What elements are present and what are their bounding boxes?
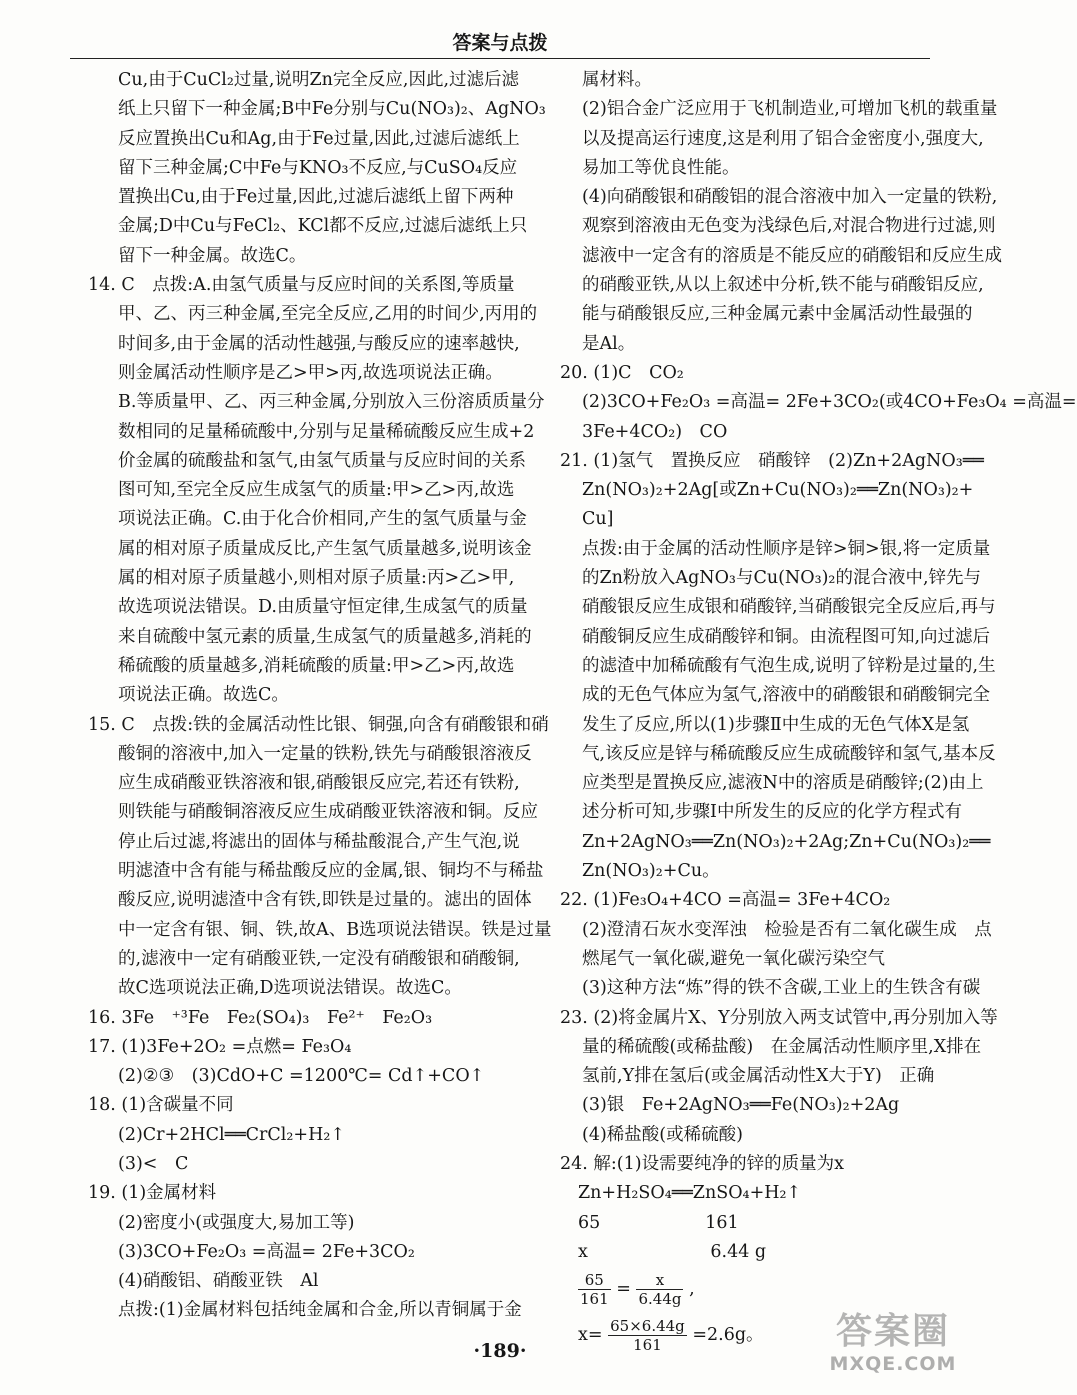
left-text-line: 14. C 点拨:A.由氢气质量与反应时间的关系图,等质量 xyxy=(88,275,515,296)
left-text-line: 18. (1)含碳量不同 xyxy=(88,1095,234,1116)
right-text-line: 20. (1)C CO₂ xyxy=(560,362,684,383)
left-text-line: 故C选项说法正确,D选项说法错误。故选C。 xyxy=(118,978,462,999)
page-number: ·189· xyxy=(473,1340,527,1362)
left-column xyxy=(88,66,552,1326)
left-text-line: (3)< C xyxy=(118,1153,189,1174)
fraction-denominator: 161 xyxy=(580,1290,609,1309)
left-text-line: B.等质量甲、乙、丙三种金属,分别放入三份溶质质量分 xyxy=(118,392,545,413)
right-text-line: 3Fe+4CO₂) CO xyxy=(582,421,728,442)
right-text-line: 滤液中一定含有的溶质是不能反应的硝酸铝和反应生成 xyxy=(582,245,1002,266)
left-text-line: 纸上只留下一种金属;B中Fe分别与Cu(NO₃)₂、AgNO₃ xyxy=(118,99,546,120)
left-text-line: 酸反应,说明滤渣中含有铁,即铁是过量的。滤出的固体 xyxy=(118,890,532,911)
left-text-line: 故选项说法错误。D.由质量守恒定律,生成氢气的质量 xyxy=(118,597,528,618)
right-text-line: 气,该反应是锌与稀硫酸反应生成硫酸锌和氢气,基本反 xyxy=(582,743,996,764)
left-text-line: 属的相对原子质量成反比,产生氢气质量越多,说明该金 xyxy=(118,538,532,559)
right-text-line: 是Al。 xyxy=(582,333,636,354)
left-text-line: 项说法正确。故选C。 xyxy=(118,685,289,706)
left-text-line: 图可知,至完全反应生成氢气的质量:甲>乙>丙,故选 xyxy=(118,480,515,501)
left-text-line: 酸铜的溶液中,加入一定量的铁粉,铁先与硝酸银溶液反 xyxy=(118,743,532,764)
right-text-line: 23. (2)将金属片X、Y分别放入两支试管中,再分别加入等 xyxy=(560,1007,998,1028)
comma: , xyxy=(689,1279,695,1300)
right-text-line: 的硝酸亚铁,从以上叙述中分析,铁不能与硝酸铝反应, xyxy=(582,275,984,296)
left-text-line: 的,滤液中一定有硝酸亚铁,一定没有硝酸银和硝酸铜, xyxy=(118,948,520,969)
right-text-line: 21. (1)氢气 置换反应 硝酸锌 (2)Zn+2AgNO₃══ xyxy=(560,450,984,471)
right-text-line: Cu] xyxy=(582,509,614,530)
result-value: =2.6g。 xyxy=(692,1325,764,1346)
left-text-line: 应生成硝酸亚铁溶液和银,硝酸银反应完,若还有铁粉, xyxy=(118,773,520,794)
right-text-line: Zn+H₂SO₄══ZnSO₄+H₂↑ xyxy=(578,1183,802,1204)
right-text-line: (3)这种方法“炼”得的铁不含碳,工业上的生铁含有碳 xyxy=(582,978,981,999)
right-text-line: (2)铝合金广泛应用于飞机制造业,可增加飞机的载重量 xyxy=(582,99,998,120)
right-text-line: 燃尾气一氧化碳,避免一氧化碳污染空气 xyxy=(582,948,886,969)
left-text-line: 价金属的硫酸盐和氢气,由氢气质量与反应时间的关系 xyxy=(118,450,527,471)
right-text-line: x 6.44 g xyxy=(578,1241,767,1262)
right-text-line: (4)向硝酸银和硝酸铝的混合溶液中加入一定量的铁粉, xyxy=(582,187,998,208)
left-text-line: 数相同的足量稀硫酸中,分别与足量稀硫酸反应生成+2 xyxy=(118,421,535,442)
header-title: 答案与点拨 xyxy=(452,32,548,54)
right-text-line: 能与硝酸银反应,三种金属元素中金属活动性最强的 xyxy=(582,304,973,325)
left-text-line: 则金属活动性顺序是乙>甲>丙,故选项说法正确。 xyxy=(118,362,503,383)
right-text-line: 应类型是置换反应,滤液N中的溶质是硝酸锌;(2)由上 xyxy=(582,773,984,794)
left-text-line: 则铁能与硝酸铜溶液反应生成硝酸亚铁溶液和铜。反应 xyxy=(118,802,538,823)
fraction-numerator: 65 xyxy=(578,1271,611,1290)
left-text-line: Cu,由于CuCl₂过量,说明Zn完全反应,因此,过滤后滤 xyxy=(118,70,520,90)
left-text-line: 停止后过滤,将滤出的固体与稀盐酸混合,产生气泡,说 xyxy=(118,831,520,852)
fraction xyxy=(636,1271,683,1308)
watermark-url: MXQE.COM xyxy=(829,1353,957,1375)
left-text-line: 置换出Cu,由于Fe过量,因此,过滤后滤纸上留下两种 xyxy=(118,187,514,208)
left-text-line: 反应置换出Cu和Ag,由于Fe过量,因此,过滤后滤纸上 xyxy=(118,128,520,149)
fraction-denominator: 6.44g xyxy=(638,1290,682,1309)
left-text-line: 项说法正确。C.由于化合价相同,产生的氢气质量与金 xyxy=(118,509,527,530)
right-text-line: 观察到溶液由无色变为浅绿色后,对混合物进行过滤,则 xyxy=(582,216,996,237)
right-text-line: 的滤渣中加稀硫酸有气泡生成,说明了锌粉是过量的,生 xyxy=(582,655,996,676)
right-text-line: (2)澄清石灰水变浑浊 检验是否有二氧化碳生成 点 xyxy=(582,919,992,940)
right-lines xyxy=(560,66,1077,1267)
right-text-line: 24. 解:(1)设需要纯净的锌的质量为x xyxy=(560,1153,844,1174)
left-text-line: 时间多,由于金属的活动性越强,与酸反应的速率越快, xyxy=(118,333,520,354)
left-text-line: 留下三种金属;C中Fe与KNO₃不反应,与CuSO₄反应 xyxy=(118,157,518,178)
left-text-line: 19. (1)金属材料 xyxy=(88,1183,217,1204)
right-text-line: 22. (1)Fe₃O₄+4CO =高温= 3Fe+4CO₂ xyxy=(560,890,891,911)
left-text-line: (4)硝酸铝、硝酸亚铁 Al xyxy=(118,1271,319,1292)
right-text-line: Zn(NO₃)₂+2Ag[或Zn+Cu(NO₃)₂══Zn(NO₃)₂+ xyxy=(582,480,974,501)
right-text-line: 属材料。 xyxy=(582,70,652,90)
right-text-line: 发生了反应,所以(1)步骤Ⅱ中生成的无色气体X是氢 xyxy=(582,714,970,735)
watermark-logo xyxy=(804,1311,982,1381)
left-text-line: (2)Cr+2HCl══CrCl₂+H₂↑ xyxy=(118,1124,346,1145)
right-text-line: 硝酸铜反应生成硝酸锌和铜。由流程图可知,向过滤后 xyxy=(582,626,991,647)
right-column xyxy=(560,66,1077,1359)
result-prefix: x= xyxy=(578,1325,603,1346)
right-text-line: (2)3CO+Fe₂O₃ =高温= 2Fe+3CO₂(或4CO+Fe₃O₄ =高温= xyxy=(582,392,1077,413)
right-text-line: 量的稀硫酸(或稀盐酸) 在金属活动性顺序里,X排在 xyxy=(582,1036,982,1057)
left-text-line: 稀硫酸的质量越多,消耗硫酸的质量:甲>乙>丙,故选 xyxy=(118,655,515,676)
right-text-line: 易加工等优良性能。 xyxy=(582,157,740,178)
right-text-line: 硝酸银反应生成银和硝酸锌,当硝酸银完全反应后,再与 xyxy=(582,597,996,618)
left-text-line: 17. (1)3Fe+2O₂ =点燃= Fe₃O₄ xyxy=(88,1036,352,1057)
equals-sign: = xyxy=(616,1279,631,1300)
right-text-line: (4)稀盐酸(或稀硫酸) xyxy=(582,1124,743,1145)
fraction-numerator: x xyxy=(636,1271,683,1290)
watermark-text: 答案圈 xyxy=(835,1311,950,1352)
left-text-line: 16. 3Fe ⁺³Fe Fe₂(SO₄)₃ Fe²⁺ Fe₂O₃ xyxy=(88,1007,433,1028)
left-text-line: 明滤渣中含有能与稀盐酸反应的金属,银、铜均不与稀盐 xyxy=(118,861,544,882)
right-text-line: 成的无色气体应为氢气,溶液中的硝酸银和硝酸铜完全 xyxy=(582,685,991,706)
fraction-numerator: 65×6.44g xyxy=(610,1317,685,1336)
right-text-line: Zn+2AgNO₃══Zn(NO₃)₂+2Ag;Zn+Cu(NO₃)₂══ xyxy=(582,831,991,852)
fraction-denominator: 161 xyxy=(633,1336,662,1355)
right-text-line: (3)银 Fe+2AgNO₃══Fe(NO₃)₂+2Ag xyxy=(582,1095,900,1116)
left-text-line: (2)②③ (3)CdO+C =1200℃= Cd↑+CO↑ xyxy=(118,1066,485,1087)
left-text-line: 留下一种金属。故选C。 xyxy=(118,245,307,266)
right-text-line: 述分析可知,步骤Ⅰ中所发生的反应的化学方程式有 xyxy=(582,802,962,823)
left-text-line: 中一定含有银、铜、铁,故A、B选项说法错误。铁是过量 xyxy=(118,919,552,940)
page-header xyxy=(70,28,930,59)
right-text-line: 以及提高运行速度,这是利用了铝合金密度小,强度大, xyxy=(582,128,984,149)
right-text-line: Zn(NO₃)₂+Cu。 xyxy=(582,861,720,882)
right-text-line: 的Zn粉放入AgNO₃与Cu(NO₃)₂的混合液中,锌先与 xyxy=(582,568,982,589)
left-text-line: 点拨:(1)金属材料包括纯金属和合金,所以青铜属于金 xyxy=(118,1300,522,1321)
left-text-line: 甲、乙、丙三种金属,至完全反应,乙用的时间少,丙用的 xyxy=(118,304,538,325)
left-text-line: 15. C 点拨:铁的金属活动性比银、铜强,向含有硝酸银和硝 xyxy=(88,714,549,735)
left-text-line: 来自硫酸中氢元素的质量,生成氢气的质量越多,消耗的 xyxy=(118,626,532,647)
left-text-line: 金属;D中Cu与FeCl₂、KCl都不反应,过滤后滤纸上只 xyxy=(118,216,528,237)
left-text-line: 属的相对原子质量越小,则相对原子质量:丙>乙>甲, xyxy=(118,568,515,589)
left-text-line: (3)3CO+Fe₂O₃ =高温= 2Fe+3CO₂ xyxy=(118,1241,415,1262)
right-text-line: 氢前,Y排在氢后(或金属活动性X大于Y) 正确 xyxy=(582,1066,935,1087)
fraction-equation xyxy=(560,1267,990,1311)
left-text-line: (2)密度小(或强度大,易加工等) xyxy=(118,1212,355,1233)
fraction xyxy=(578,1271,611,1308)
right-text-line: 点拨:由于金属的活动性顺序是锌>铜>银,将一定质量 xyxy=(582,538,991,559)
right-text-line: 65 161 xyxy=(578,1212,739,1233)
